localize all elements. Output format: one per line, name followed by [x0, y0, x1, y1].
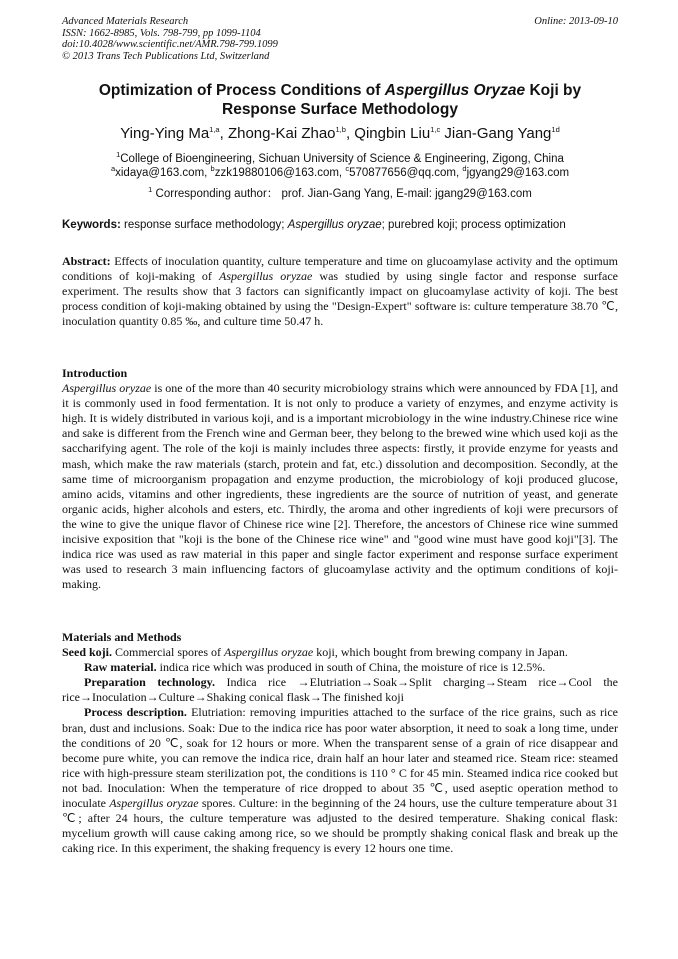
corresponding-author: $^1$ Corresponding author： prof. Jian-Gang Yang, E-mail: jgang29@163.com [148, 185, 532, 200]
affiliation: $^1$College of Bioengineering, Sichuan University of Science & Engineering, Zigong, China [116, 150, 564, 165]
author-emails: $^a$xidaya@163.com, $^b$zzk19880106@163.com, $^c$570877656@qq.com, $^d$jgyang29@163.com [110, 164, 570, 179]
online-date: Online: 2013-09-10 [534, 16, 618, 27]
paragraph: Aspergillus oryzae is one of the more than 40 security microbiology strains which were announced by FDA [1], and it is commonly used in food fermentation. It is not only to produce a variety of enzymes, and enzyme activity is high. It is widely distributed in various koji, and is a important microbiology in the wine industry.Chinese rice wine and sake is different from the French wine and German beer, they belong to the brewed wine which used koji as the saccharifying agent. The role of the koji is mainly includes three aspects: firstly, it provide enzyme for yeasts and mash, which make the raw materials (starch, protein and fat, etc.) dissolution and decomposition. Secondly, at the same time of microorganism propagation and enzyme production, the microbiology of koji produced glucose, amino acids, vitamins and other ingredients, these ingredients are the source of nutrition of yeast, and generate organic acids, higher alcohols and esters, etc. Thirdly, the aroma and other ingredients of koji were precursors of the wine to give the unique flavor of Chinese rice wine [2]. Therefore, the ancestors of Chinese rice wine summed incisive exposition that "koji is the bone of the Chinese rice wine" and "good wine must have good koji"[3]. The indica rice was used as raw material in this paper and single factor experiment and response surface experiment was used to research 3 main influencing factors of glucoamylase activity and the optimum conditions of koji-making. [62, 381, 618, 592]
paragraph: Preparation technology. Indica rice →Elutriation→Soak→Split charging→Steam rice→Cool the rice→Inoculation→Culture→Shaking conical flask→The finished koji [62, 675, 619, 705]
copyright-line: © 2013 Trans Tech Publications Ltd, Switzerland [62, 50, 270, 62]
introduction-section [62, 366, 618, 592]
issn-line: ISSN: 1662-8985, Vols. 798-799, pp 1099-1104 [62, 27, 261, 39]
section-heading: Introduction [62, 366, 128, 380]
methods-section [62, 630, 618, 856]
section-heading: Materials and Methods [62, 630, 182, 644]
author-list: Ying-Ying Ma$^{1,a}$, Zhong-Kai Zhao$^{1,b}$, Qingbin Liu$^{1,c}$ Jian-Gang Yang$^{1d}$ [120, 125, 560, 142]
abstract: Abstract: Effects of inoculation quantity, culture temperature and time on glucoamylase activity and the optimum conditions of koji-making of Aspergillus oryzae was studied by using single factor and response surface experiment. The results show that 3 factors can significantly impact on glucoamylase activity of koji. The best process condition of koji-making obtained by using the "Design-Expert" software is: culture temperature 38.70 ℃, inoculation quantity 0.85 ‰, and culture time 50.47 h. [62, 254, 619, 329]
doi-line: doi:10.4028/www.scientific.net/AMR.798-799.1099 [62, 39, 278, 50]
paper-title: Optimization of Process Conditions of Aspergillus Oryzae Koji by Response Surface Methodology [98, 82, 582, 118]
keywords: Keywords: response surface methodology; Aspergillus oryzae; purebred koji; process optimization [62, 219, 566, 231]
paragraph: Raw material. indica rice which was produced in south of China, the moisture of rice is 12.5%. [84, 660, 546, 675]
paragraph: Seed koji. Commercial spores of Aspergillus oryzae koji, which bought from brewing company in Japan. [62, 645, 568, 660]
paragraph: Process description. Elutriation: removing impurities attached to the surface of the rice grains, such as rice bran, dust and inclusions. Soak: Due to the indica rice has poor water absorption, it need to soak a long time, under the conditions of 20 ℃, soak for 12 hours or more. When the transparent sense of a grain of rice disappear and become pure white, you can remove the indica rice, drain half an hour later and steamed rice. Steam rice: steamed rice with high-pressure steam sterilization pot, the conditions is 110 ° C for 45 min. Steamed indica rice cooked but not bad. Inoculation: When the temperature of rice dropped to about 35 ℃, used aseptic operation method to inoculate Aspergillus oryzae spores. Culture: in the beginning of the 24 hours, use the culture temperature about 31 ℃; after 24 hours, the culture temperature was adjusted to the desired temperature. Shaking conical flask: mycelium growth will cause caking among rice, so we should be promptly shaking conical flask and break up the caking rice. In this experiment, the shaking frequency is every 12 hours one time. [62, 705, 619, 856]
journal-name: Advanced Materials Research [62, 16, 189, 27]
journal-header [62, 16, 618, 62]
